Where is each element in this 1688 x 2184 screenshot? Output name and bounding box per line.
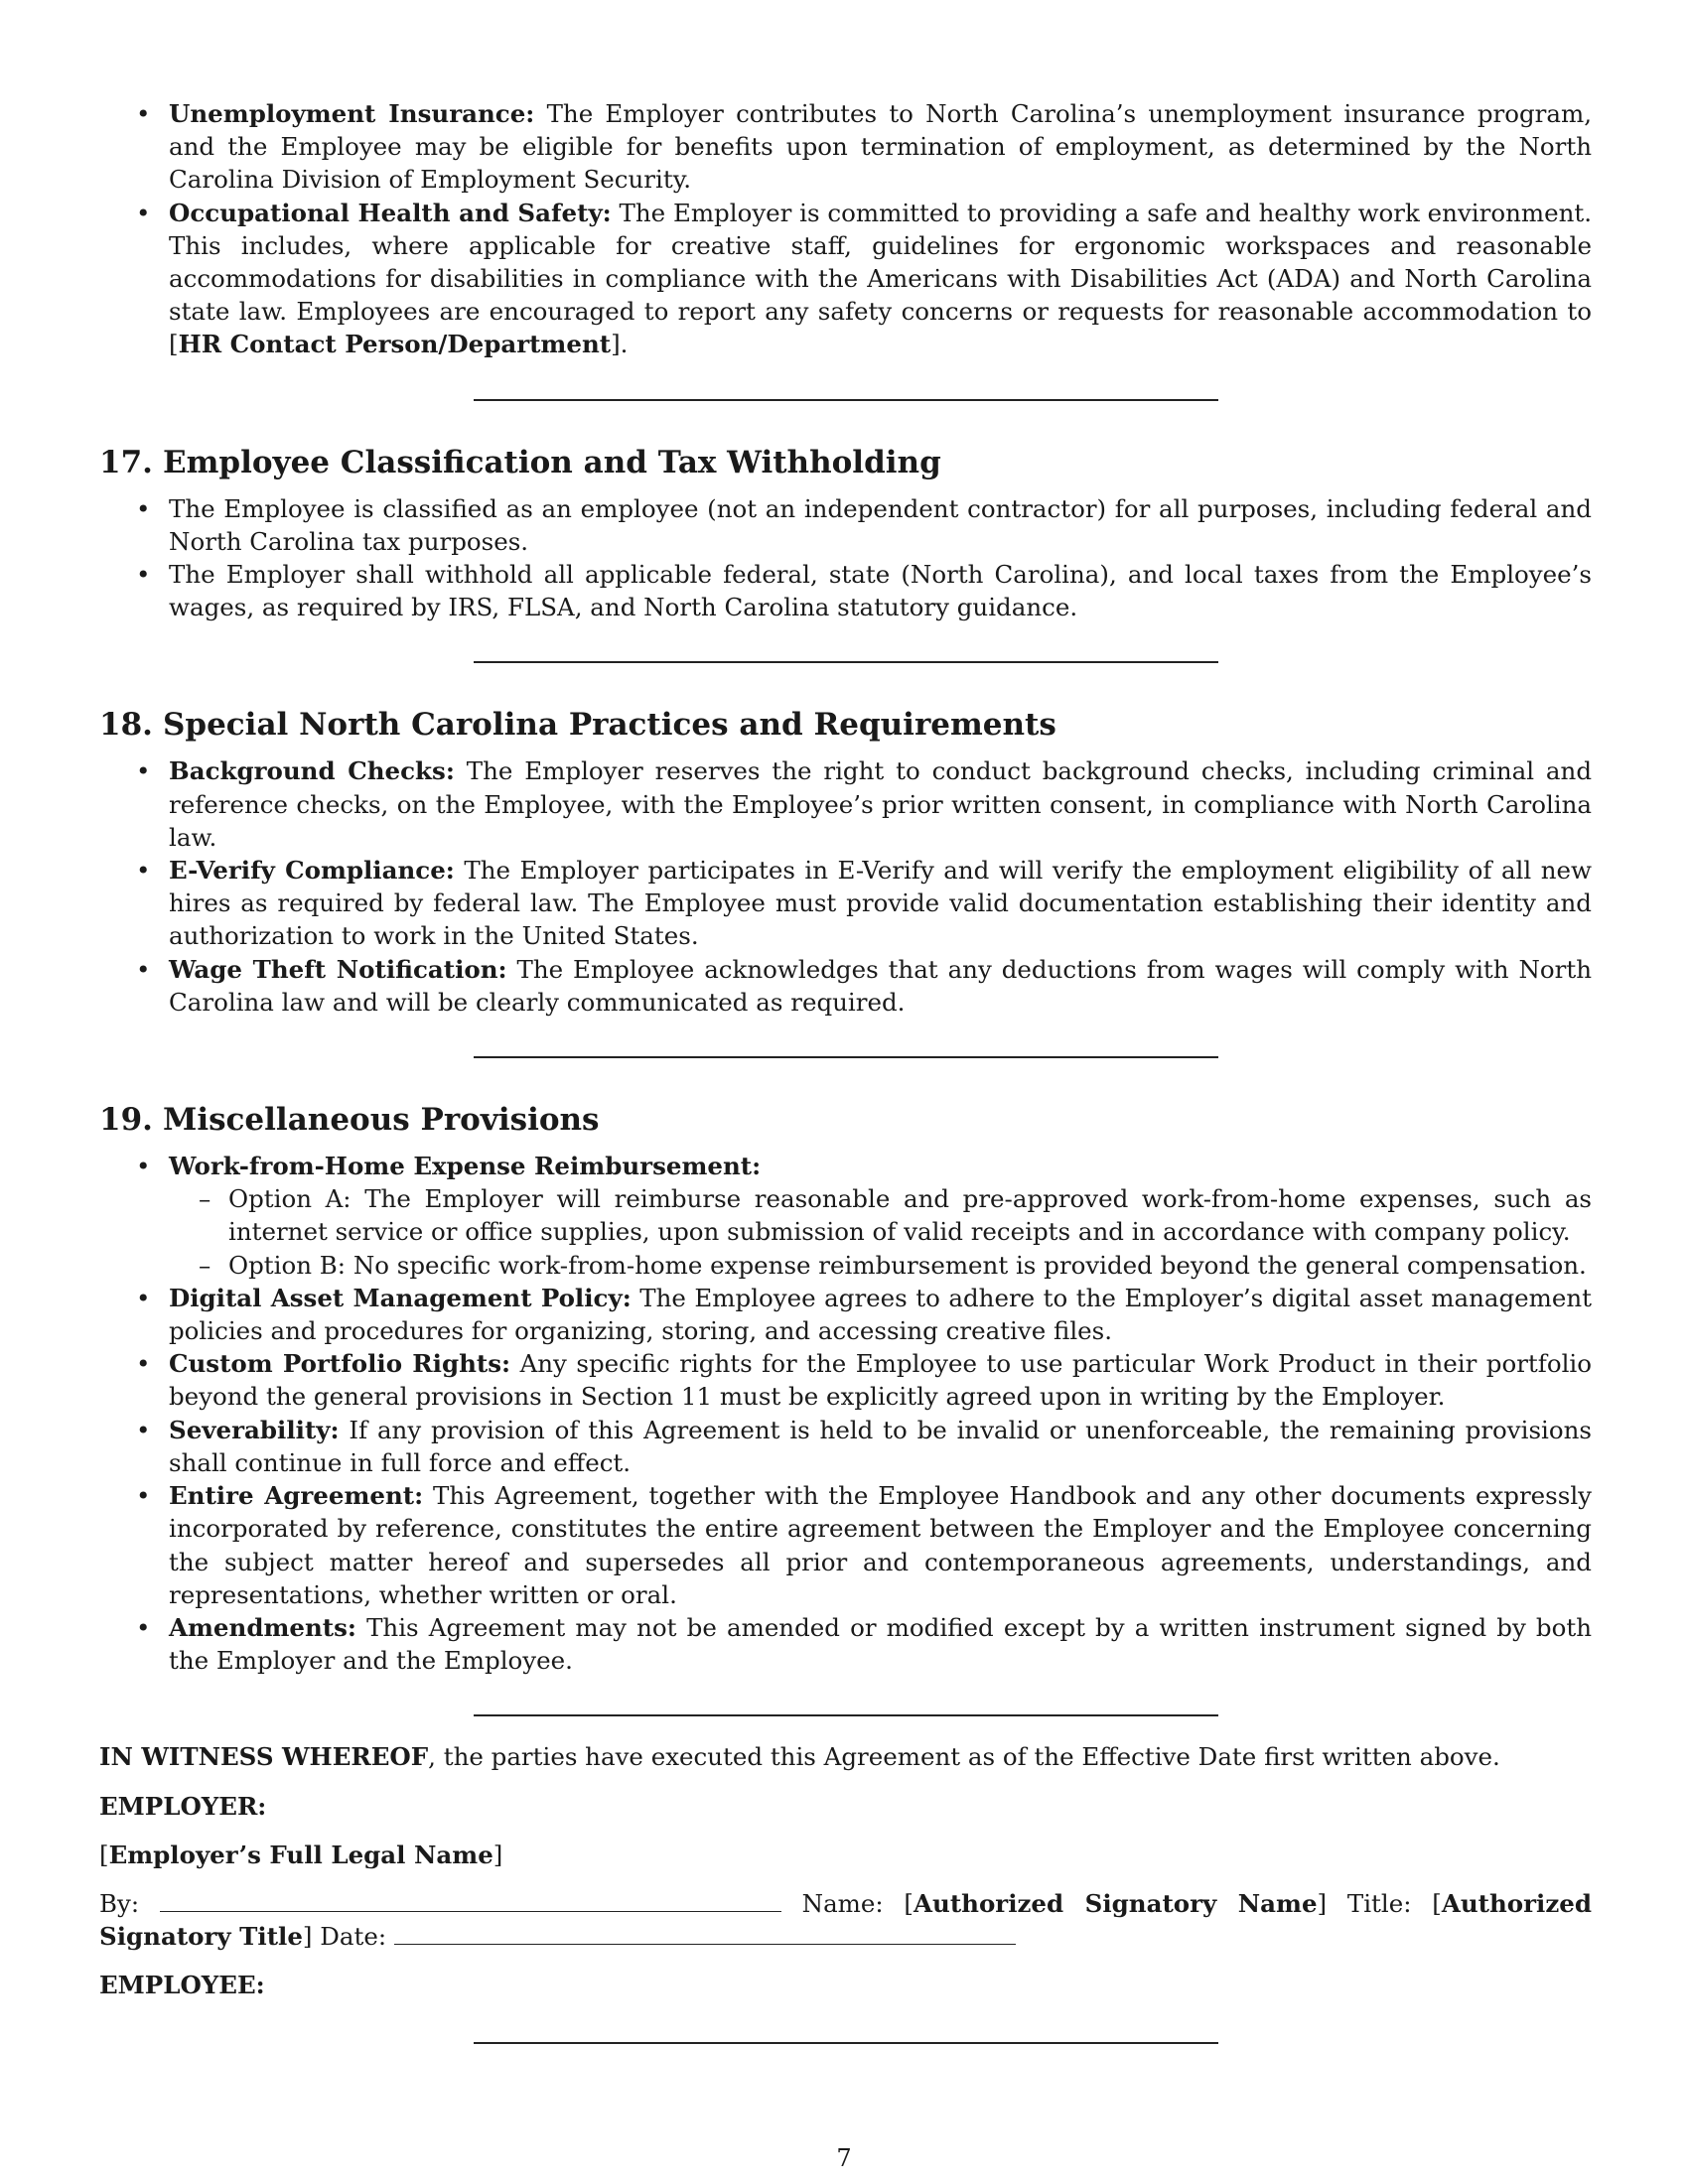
list-item: • The Employee is classified as an employee (not an independent contractor) for all purposes, including federal and North Carolina tax purposes. [99,492,1592,558]
wfh-options [169,1182,1592,1282]
section-heading-17: 17. Employee Classification and Tax Withholding [99,444,941,480]
witness-statement: IN WITNESS WHEREOF, the parties have executed this Agreement as of the Effective Date first written above. [99,1742,1500,1772]
section-heading-18: 18. Special North Carolina Practices and Requirements [99,707,1056,744]
signature-blank-date[interactable] [394,1922,1016,1945]
section-divider [474,1714,1218,1716]
section-divider [474,2042,1218,2044]
page-number: 7 [836,2144,852,2172]
section16-list [99,97,1592,361]
page-content [99,97,1592,2044]
section-divider [474,661,1218,663]
signature-line-employer: By: Name: [Authorized Signatory Name] Title: [Authorized Signatory Title] Date: [99,1888,1592,1952]
list-item-wage-theft: • Wage Theft Notification: The Employee acknowledges that any deductions from wages will comply with North Carolina law and will be clearly communicated as required. [99,953,1592,1019]
wfh-option-b: – Option B: No specific work-from-home expense reimbursement is provided beyond the general compensation. [169,1249,1592,1282]
list-item-ohs: • Occupational Health and Safety: The Employer is committed to providing a safe and healthy work environment. This includes, where applicable for creative staff, guidelines for ergonomic workspaces and reasonable accommodations for disabilities in compliance with the Americans with Disabilities Act (ADA) and North Carolina state law. Employees are encouraged to report any safety concerns or requests for reasonable accommodation to [HR Contact Person/Department]. [99,197,1592,361]
section-heading-19: 19. Miscellaneous Provisions [99,1102,600,1139]
section-divider [474,1056,1218,1058]
employer-name: [Employer’s Full Legal Name] [99,1840,503,1869]
list-item-e-verify: • E-Verify Compliance: The Employer participates in E-Verify and will verify the employment eligibility of all new hires as required by federal law. The Employee must provide valid documentation establishing their identity and authorization to work in the United States. [99,854,1592,953]
list-item-severability: • Severability: If any provision of this Agreement is held to be invalid or unenforceable, the remaining provisions shall continue in full force and effect. [99,1414,1592,1479]
section19-list [99,1150,1592,1677]
list-item-digital-asset: • Digital Asset Management Policy: The Employee agrees to adhere to the Employer’s digital asset management policies and procedures for organizing, storing, and accessing creative files. [99,1282,1592,1347]
list-item-background-checks: • Background Checks: The Employer reserves the right to conduct background checks, including criminal and reference checks, on the Employee, with the Employee’s prior written consent, in compliance with North Carolina law. [99,754,1592,854]
list-item: • The Employer shall withhold all applicable federal, state (North Carolina), and local taxes from the Employee’s wages, as required by IRS, FLSA, and North Carolina statutory guidance. [99,558,1592,623]
list-item-amendments: • Amendments: This Agreement may not be amended or modified except by a written instrument signed by both the Employer and the Employee. [99,1611,1592,1677]
wfh-option-a: – Option A: The Employer will reimburse reasonable and pre-approved work-from-home expenses, such as internet service or office supplies, upon submission of valid receipts and in accordance with company policy. [169,1182,1592,1248]
list-item-entire-agreement: • Entire Agreement: This Agreement, together with the Employee Handbook and any other documents expressly incorporated by reference, constitutes the entire agreement between the Employer and the Employee concerning the subject matter hereof and supersedes all prior and contemporaneous agreements, understandings, and representations, whether written or oral. [99,1479,1592,1611]
employer-heading: EMPLOYER: [99,1791,267,1821]
list-item-portfolio-rights: • Custom Portfolio Rights: Any specific rights for the Employee to use particular Work Product in their portfolio beyond the general provisions in Section 11 must be explicitly agreed upon in writing by the Employer. [99,1347,1592,1413]
signature-blank-by[interactable] [160,1889,781,1912]
list-item-wfh: • Work-from-Home Expense Reimbursement: – Option A: The Employer will reimburse reasonable and pre-approved work-from-home expenses, such as internet service or office supplies, upon submission of valid receipts and in accordance with company policy. – Option B: No specific work-from-home expense reimbursement is provided beyond the general compensation. [99,1150,1592,1282]
section18-list [99,754,1592,1019]
hr-contact-placeholder: HR Contact Person/Department [178,330,612,359]
list-item-unemployment: • Unemployment Insurance: The Employer contributes to North Carolina’s unemployment insurance program, and the Employee may be eligible for benefits upon termination of employment, as determined by the North Carolina Division of Employment Security. [99,97,1592,197]
section17-list [99,492,1592,624]
section-divider [474,399,1218,401]
employee-heading: EMPLOYEE: [99,1971,265,2000]
